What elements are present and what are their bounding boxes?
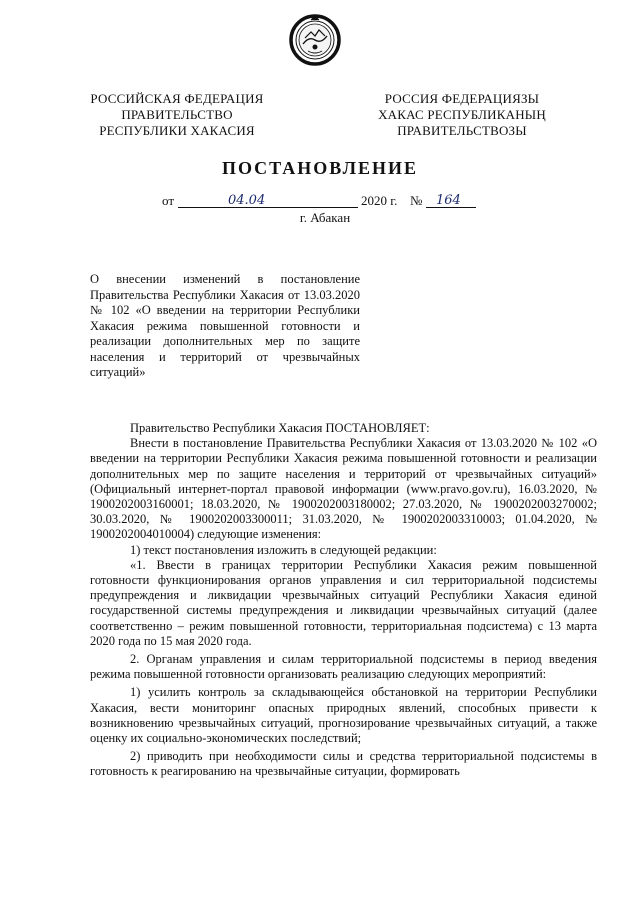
body-paragraph: 2) приводить при необходимости силы и средства территориальной подсистемы в готовность к реагированию на чрезвычайные ситуации, формировать (90, 749, 597, 779)
body-paragraph: Внести в постановление Правительства Республики Хакасия от 13.03.2020 № 102 «О введении на территории Республики Хакасия режима повышенной готовности и реализации дополнительных мер по защите населения и территорий от чрезвычайных ситуаций» (Официальный интернет-портал правовой информации (www.pravo.gov.ru), 16.03.2020, № 1900202003160001; 18.03.2020, № 1900202003180002; 27.03.2020, № 1900202003270002; 30.03.2020, № 1900202003300011; 31.03.2020, № 1900202003310003; 01.04.2020, № 1900202004010004) следующие изменения: (90, 436, 597, 542)
year-label: 2020 г. (361, 193, 398, 208)
document-subject: О внесении изменений в постановление Правительства Республики Хакасия от 13.03.2020 № 102 «О введении на территории Республики Хакасия режима повышенной готовности и реализации дополнительных мер по защите населения и территорий от чрезвычайных ситуаций» (90, 272, 360, 379)
header-left-line: РЕСПУБЛИКИ ХАКАСИЯ (99, 123, 255, 138)
number-sign: № (410, 193, 423, 208)
body-paragraph: Правительство Республики Хакасия ПОСТАНОВЛЯЕТ: (130, 421, 430, 435)
header-right-line: РОССИЯ ФЕДЕРАЦИЯЗЫ (384, 91, 540, 106)
document-body (90, 421, 597, 780)
date-prefix: от (162, 193, 175, 208)
header-right-line: ХАКАС РЕСПУБЛИКАНЫҢ (378, 107, 546, 122)
khakassia-coat-of-arms-icon (289, 14, 341, 66)
body-paragraph: 2. Органам управления и силам территориальной подсистемы в период введения режима повышенной готовности организовать реализацию следующих мероприятий: (90, 652, 597, 682)
city-label: г. Абакан (299, 210, 351, 225)
header-left-line: РОССИЙСКАЯ ФЕДЕРАЦИЯ (90, 91, 264, 106)
header-left (84, 91, 270, 139)
header-right (373, 91, 551, 139)
document-type-title: ПОСТАНОВЛЕНИЕ (221, 158, 419, 178)
body-paragraph: 1) усилить контроль за складывающейся обстановкой на территории Республики Хакасия, вести мониторинг опасных природных явлений, способных привести к возникновению чрезвычайных ситуаций, прогнозирование чрезвычайных ситуаций, а также оценку их социально-экономических последствий; (90, 685, 597, 746)
header-right-line: ПРАВИТЕЛЬСТВОЗЫ (397, 123, 527, 138)
body-paragraph: 1) текст постановления изложить в следующей редакции: (130, 542, 437, 557)
header-left-line: ПРАВИТЕЛЬСТВО (121, 107, 233, 122)
date-underline (178, 193, 358, 208)
date-handwritten: 04.04 (228, 193, 266, 208)
body-paragraph: «1. Ввести в границах территории Республики Хакасия режим повышенной готовности функционирования органов управления и сил территориальной подсистемы предупреждения и ликвидации чрезвычайных ситуаций Республики Хакасия единой государственной системы предупреждения и ликвидации чрезвычайных ситуаций (далее соответственно – режим повышенной готовности, территориальная подсистема) с 13 марта 2020 года по 15 мая 2020 года. (90, 557, 597, 648)
number-handwritten: 164 (436, 193, 461, 208)
